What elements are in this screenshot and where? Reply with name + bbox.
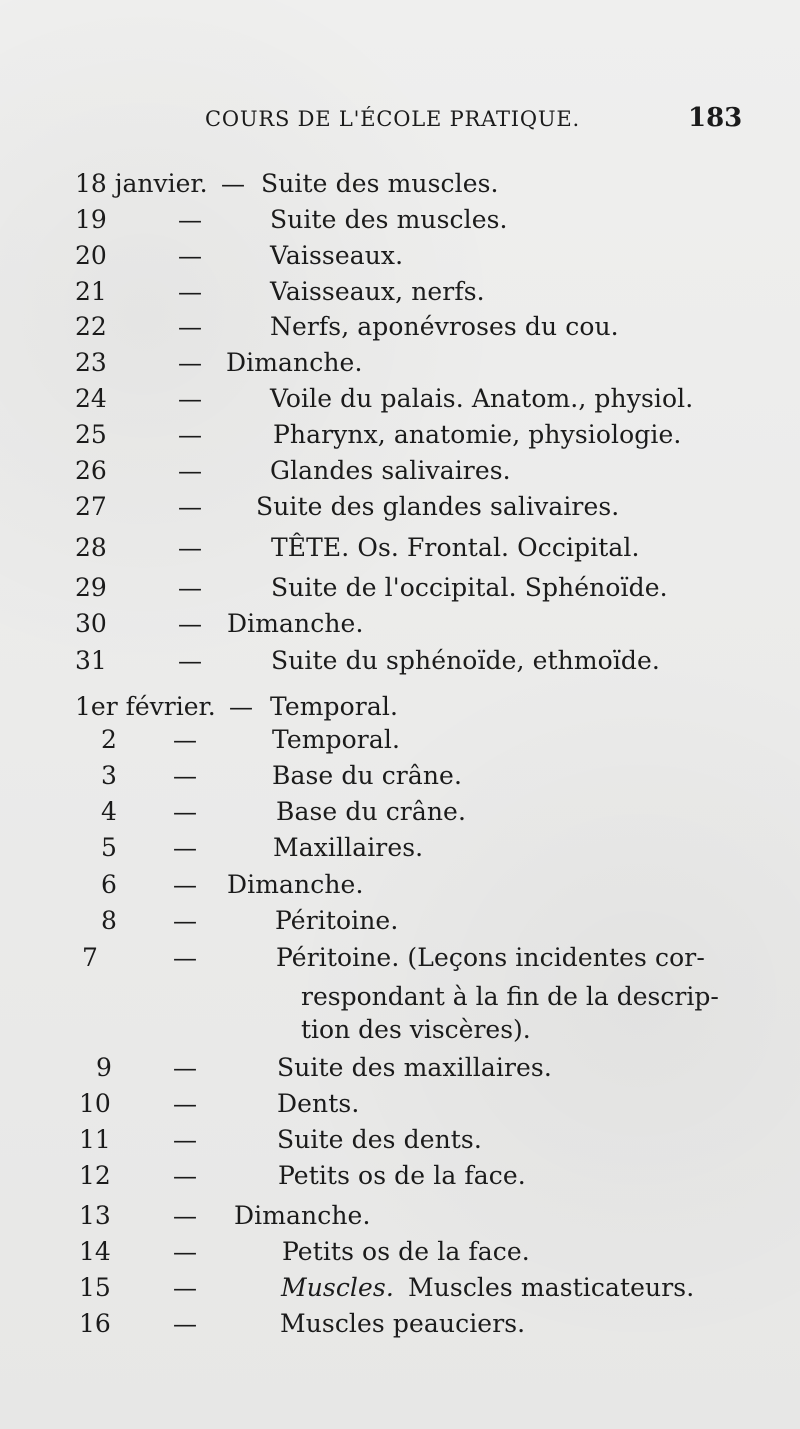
- entry-date: 1er février.: [75, 692, 216, 721]
- entry-topic: Suite des glandes salivaires.: [256, 492, 620, 521]
- schedule-entry: [0, 606, 800, 642]
- schedule-entry: [0, 722, 800, 758]
- schedule-entry: [0, 530, 800, 566]
- entry-topic: Temporal.: [270, 692, 398, 721]
- entry-topic: Suite des dents.: [277, 1125, 482, 1154]
- entry-dash: —: [173, 1310, 197, 1338]
- entry-date: 6: [101, 870, 117, 899]
- entry-topic: Suite des muscles.: [261, 169, 499, 198]
- schedule-entry-multiline: [0, 940, 800, 976]
- entry-dash: —: [173, 834, 197, 862]
- entry-topic: Dimanche.: [226, 348, 363, 377]
- schedule-entry: [0, 381, 800, 417]
- entry-dash: —: [173, 1126, 197, 1154]
- entry-dash: —: [178, 206, 202, 234]
- entry-topic: Petits os de la face.: [282, 1237, 530, 1266]
- schedule-entry: [0, 867, 800, 903]
- entry-date: 14: [79, 1237, 111, 1266]
- entry-continuation: [0, 1012, 800, 1048]
- schedule-entry: [0, 794, 800, 830]
- entry-dash: —: [173, 762, 197, 790]
- entry-date: 23: [75, 348, 107, 377]
- entry-dash: —: [173, 1238, 197, 1266]
- entry-date: 9: [96, 1053, 112, 1082]
- entry-date: 28: [75, 533, 107, 562]
- schedule-entry: [0, 166, 800, 202]
- entry-date: 22: [75, 312, 107, 341]
- entry-topic: Péritoine. (Leçons incidentes cor-: [276, 943, 705, 972]
- entry-topic: Dents.: [277, 1089, 360, 1118]
- entry-topic: Muscles peauciers.: [280, 1309, 526, 1338]
- schedule-entry: [0, 1234, 800, 1270]
- entry-dash: —: [173, 798, 197, 826]
- entry-date: 19: [75, 205, 107, 234]
- entry-dash: —: [178, 313, 202, 341]
- entry-dash: —: [173, 944, 197, 972]
- entry-topic: Maxillaires.: [273, 833, 424, 862]
- schedule-entry: [0, 1086, 800, 1122]
- schedule-entry: [0, 830, 800, 866]
- entry-topic: TÊTE. Os. Frontal. Occipital.: [271, 533, 640, 562]
- entry-topic: Dimanche.: [227, 870, 364, 899]
- entry-topic: Pharynx, anatomie, physiologie.: [273, 420, 682, 449]
- entry-dash: —: [173, 907, 197, 935]
- entry-topic: Suite de l'occipital. Sphénoïde.: [271, 573, 668, 602]
- entry-date: 29: [75, 573, 107, 602]
- schedule-entry: [0, 274, 800, 310]
- entry-date: 4: [101, 797, 117, 826]
- schedule-entry: [0, 202, 800, 238]
- schedule-entry: [0, 1270, 800, 1306]
- schedule-entry: [0, 570, 800, 606]
- entry-topic: Muscles masticateurs.: [408, 1273, 695, 1302]
- entry-date: 20: [75, 241, 107, 270]
- schedule-entry: [0, 417, 800, 453]
- entry-topic: Nerfs, aponévroses du cou.: [270, 312, 619, 341]
- entry-dash: —: [221, 170, 245, 198]
- schedule-entry: [0, 238, 800, 274]
- entry-dash: —: [178, 574, 202, 602]
- entry-topic: Voile du palais. Anatom., physiol.: [270, 384, 694, 413]
- entry-dash: —: [173, 1162, 197, 1190]
- entry-topic: Suite des muscles.: [270, 205, 508, 234]
- entry-date: 13: [79, 1201, 111, 1230]
- schedule-entry: [0, 1198, 800, 1234]
- schedule-entry: [0, 1050, 800, 1086]
- entry-date: 21: [75, 277, 107, 306]
- schedule-entry: [0, 1122, 800, 1158]
- entry-date: 2: [101, 725, 117, 754]
- page-number: 183: [688, 103, 743, 133]
- entry-dash: —: [173, 1054, 197, 1082]
- entry-date: 18 janvier.: [75, 169, 208, 198]
- entry-topic: Vaisseaux, nerfs.: [270, 277, 485, 306]
- entry-date: 11: [79, 1125, 111, 1154]
- entry-topic: Base du crâne.: [276, 797, 466, 826]
- entry-date: 15: [79, 1273, 111, 1302]
- entry-topic: Dimanche.: [227, 609, 364, 638]
- entry-topic: Suite du sphénoïde, ethmoïde.: [271, 646, 660, 675]
- entry-topic: Dimanche.: [234, 1201, 371, 1230]
- entry-topic: Péritoine.: [275, 906, 399, 935]
- schedule-entry: [0, 489, 800, 525]
- entry-date: 26: [75, 456, 107, 485]
- schedule-entry: [0, 903, 800, 939]
- entry-dash: —: [178, 278, 202, 306]
- entry-dash: —: [173, 1274, 197, 1302]
- entry-date: 16: [79, 1309, 111, 1338]
- entry-topic-continuation: tion des viscères).: [301, 1015, 531, 1044]
- schedule-entry: [0, 689, 800, 725]
- entry-dash: —: [178, 457, 202, 485]
- entry-dash: —: [178, 349, 202, 377]
- schedule-entry: [0, 643, 800, 679]
- entry-dash: —: [178, 493, 202, 521]
- running-title: COURS DE L'ÉCOLE PRATIQUE.: [205, 107, 580, 131]
- entry-date: 10: [79, 1089, 111, 1118]
- entry-date: 31: [75, 646, 107, 675]
- schedule-entry: [0, 758, 800, 794]
- entry-date: 8: [101, 906, 117, 935]
- schedule-entry: [0, 453, 800, 489]
- entry-dash: —: [173, 1202, 197, 1230]
- entry-dash: —: [229, 693, 253, 721]
- entry-date: 3: [101, 761, 117, 790]
- entry-topic-italic: Muscles.: [281, 1273, 394, 1302]
- entry-dash: —: [173, 726, 197, 754]
- entry-dash: —: [173, 871, 197, 899]
- entry-topic: Temporal.: [272, 725, 400, 754]
- entry-date: 25: [75, 420, 107, 449]
- entry-dash: —: [178, 421, 202, 449]
- entry-date: 27: [75, 492, 107, 521]
- entry-topic: Suite des maxillaires.: [277, 1053, 552, 1082]
- entry-date: 30: [75, 609, 107, 638]
- entry-dash: —: [178, 647, 202, 675]
- schedule-entry: [0, 1306, 800, 1342]
- entry-dash: —: [173, 1090, 197, 1118]
- entry-topic: Base du crâne.: [272, 761, 462, 790]
- entry-dash: —: [178, 534, 202, 562]
- entry-dash: —: [178, 385, 202, 413]
- entry-dash: —: [178, 610, 202, 638]
- entry-date: 7: [82, 943, 98, 972]
- entry-topic: Glandes salivaires.: [270, 456, 511, 485]
- schedule-entry: [0, 345, 800, 381]
- entry-date: 24: [75, 384, 107, 413]
- entry-date: 5: [101, 833, 117, 862]
- entry-date: 12: [79, 1161, 111, 1190]
- entry-dash: —: [178, 242, 202, 270]
- entry-topic: Vaisseaux.: [270, 241, 404, 270]
- schedule-entry: [0, 1158, 800, 1194]
- entry-continuation: [0, 979, 800, 1015]
- schedule-entry: [0, 309, 800, 345]
- entry-topic: Petits os de la face.: [278, 1161, 526, 1190]
- entry-topic-continuation: respondant à la fin de la descrip-: [301, 982, 719, 1011]
